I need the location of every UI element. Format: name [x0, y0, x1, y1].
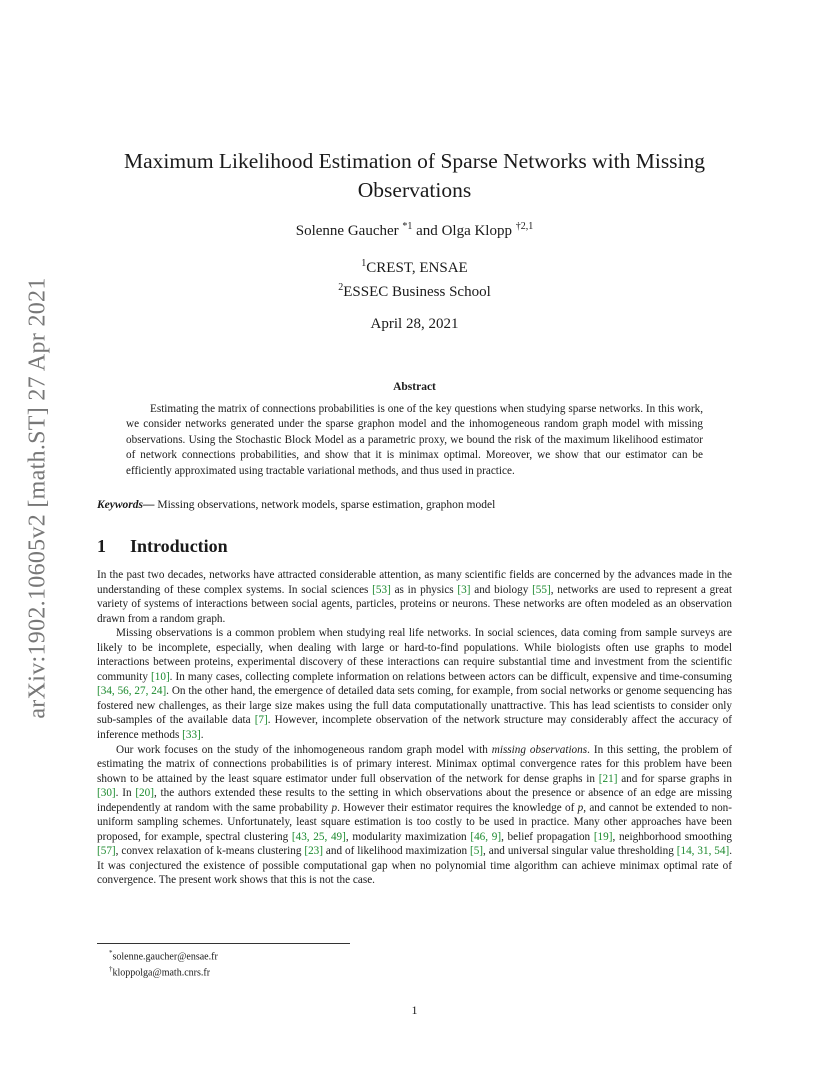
- footnotes: [109, 947, 709, 980]
- footnote-mark: *: [109, 949, 113, 957]
- citation-link[interactable]: [20]: [135, 787, 154, 800]
- author-connector: and: [416, 223, 438, 239]
- citation-link[interactable]: [46, 9]: [470, 830, 502, 843]
- citation-link[interactable]: [14, 31, 54]: [676, 845, 730, 858]
- author-name: Olga Klopp: [441, 223, 512, 239]
- affiliation-mark: 2: [338, 282, 344, 293]
- paper-title: Maximum Likelihood Estimation of Sparse Networks with Missing Observations: [123, 149, 706, 202]
- citation-link[interactable]: [7]: [254, 714, 268, 727]
- keywords: [97, 499, 732, 511]
- footnote-mark: †: [109, 965, 113, 974]
- body-paragraph: Missing observations is a common problem when studying real life networks. In social sciences, data coming from sample surveys are likely to be incomplete, especially, when dealing with large or hard-to-find populations. While biologists often use graphs to model interactions between proteins, experimental discovery of these interactions can require substantial time and investment from the scientific community [10]. In many cases, collecting complete information on relations between actors can be difficult, expensive and time-consuming [34, 56, 27, 24]. On the other hand, the emergence of detailed data sets coming, for example, from social networks or genome sequencing has fostered new challenges, as their large size makes using the full data computationally unattractive. This has lead scientists to consider only sub-samples of the available data [7]. However, incomplete observation of the network structure may considerably affect the accuracy of inference methods [33].: [97, 627, 732, 742]
- emphasis-text: missing observations: [491, 743, 588, 756]
- author-marks: *1: [402, 221, 413, 232]
- introduction-body: [97, 568, 732, 888]
- citation-link[interactable]: [21]: [598, 772, 618, 785]
- footnote-divider: [97, 943, 350, 944]
- footnote: [109, 947, 709, 963]
- section-number: 1: [97, 536, 106, 556]
- body-paragraph: In the past two decades, networks have attracted considerable attention, as many scientific fields are concerned by the advances made in the understanding of these complex systems. In social sciences [53] as in physics [3] and biology [55], networks are used to represent a great variety of systems of interactions between social agents, particles, proteins or neurons. These networks are often modeled as an observation drawn from a random graph.: [97, 569, 732, 625]
- citation-link[interactable]: [55]: [532, 583, 551, 596]
- footnote-email[interactable]: solenne.gaucher@ensae.fr: [112, 951, 218, 963]
- citation-link[interactable]: [10]: [151, 670, 170, 683]
- author-name: Solenne Gaucher: [295, 223, 399, 239]
- affiliation-name: CREST, ENSAE: [366, 260, 468, 276]
- body-paragraph: Our work focuses on the study of the inhomogeneous random graph model with missing observations. In this setting, the problem of estimating the matrix of connections probabilities is of primary interest. Minimax optimal convergence rates for this problem have been shown to be attained by the least square estimator under full observation of the network for dense graphs in [21] and for sparse graphs in [30]. In [20], the authors extended these results to the setting in which observations about the presence or absence of an edge are missing independently at random with the same probability p. However their estimator requires the knowledge of p, and cannot be extended to non-uniform sampling schemes. Unfortunately, least square estimation is too costly to be used in practice. Many other approaches have been proposed, for example, spectral clustering [43, 25, 49], modularity maximization [46, 9], belief propagation [19], neighborhood smoothing [57], convex relaxation of k-means clustering [23] and of likelihood maximization [5], and universal singular value thresholding [14, 31, 54]. It was conjectured the existence of possible computational gap when no polynomial time algorithm can achieve minimax optimal rate of convergence. The present work shows that this is not the case.: [97, 743, 733, 887]
- keywords-label: Keywords—: [97, 499, 155, 511]
- citation-link[interactable]: [5]: [469, 845, 484, 858]
- affiliations: [97, 254, 732, 302]
- author-marks: †2,1: [515, 221, 534, 232]
- citation-link[interactable]: [3]: [457, 583, 471, 596]
- section-title: Introduction: [130, 536, 228, 556]
- affiliation: [97, 254, 732, 278]
- affiliation-mark: 1: [361, 258, 367, 269]
- emphasis-text: p: [577, 801, 584, 814]
- arxiv-identifier: arXiv:1902.10605v2 [math.ST] 27 Apr 2021: [24, 276, 51, 719]
- abstract-heading: Abstract: [393, 381, 436, 393]
- section-heading: [97, 536, 732, 557]
- citation-link[interactable]: [53]: [372, 583, 391, 596]
- affiliation-name: ESSEC Business School: [343, 284, 491, 300]
- footnote-email[interactable]: kloppolga@math.cnrs.fr: [112, 967, 211, 979]
- footnote: [109, 963, 709, 979]
- affiliation: [97, 278, 732, 302]
- citation-link[interactable]: [34, 56, 27, 24]: [97, 685, 167, 698]
- page-number: 1: [411, 1003, 418, 1017]
- citation-link[interactable]: [19]: [593, 830, 613, 843]
- citation-link[interactable]: [30]: [97, 787, 116, 800]
- emphasis-text: p: [331, 801, 338, 814]
- arxiv-sidebar: [21, 276, 55, 719]
- keywords-text: Missing observations, network models, sparse estimation, graphon model: [154, 499, 496, 511]
- citation-link[interactable]: [33]: [182, 729, 201, 742]
- paper-date: April 28, 2021: [370, 316, 459, 332]
- citation-link[interactable]: [43, 25, 49]: [291, 830, 346, 843]
- author-list: [97, 221, 732, 240]
- abstract-text: Estimating the matrix of connections probabilities is one of the key questions when studying sparse networks. In this work, we consider networks generated under the sparse graphon model and the inhomogeneous random graph model with missing observations. Using the Stochastic Block Model as a parametric proxy, we bound the risk of the maximum likelihood estimator of network connections probabilities, and show that it is minimax optimal. Moreover, we show that our estimator can be efficiently approximated using tractable variational methods, and thus used in practice.: [126, 403, 703, 477]
- citation-link[interactable]: [23]: [304, 845, 323, 858]
- citation-link[interactable]: [57]: [97, 845, 116, 858]
